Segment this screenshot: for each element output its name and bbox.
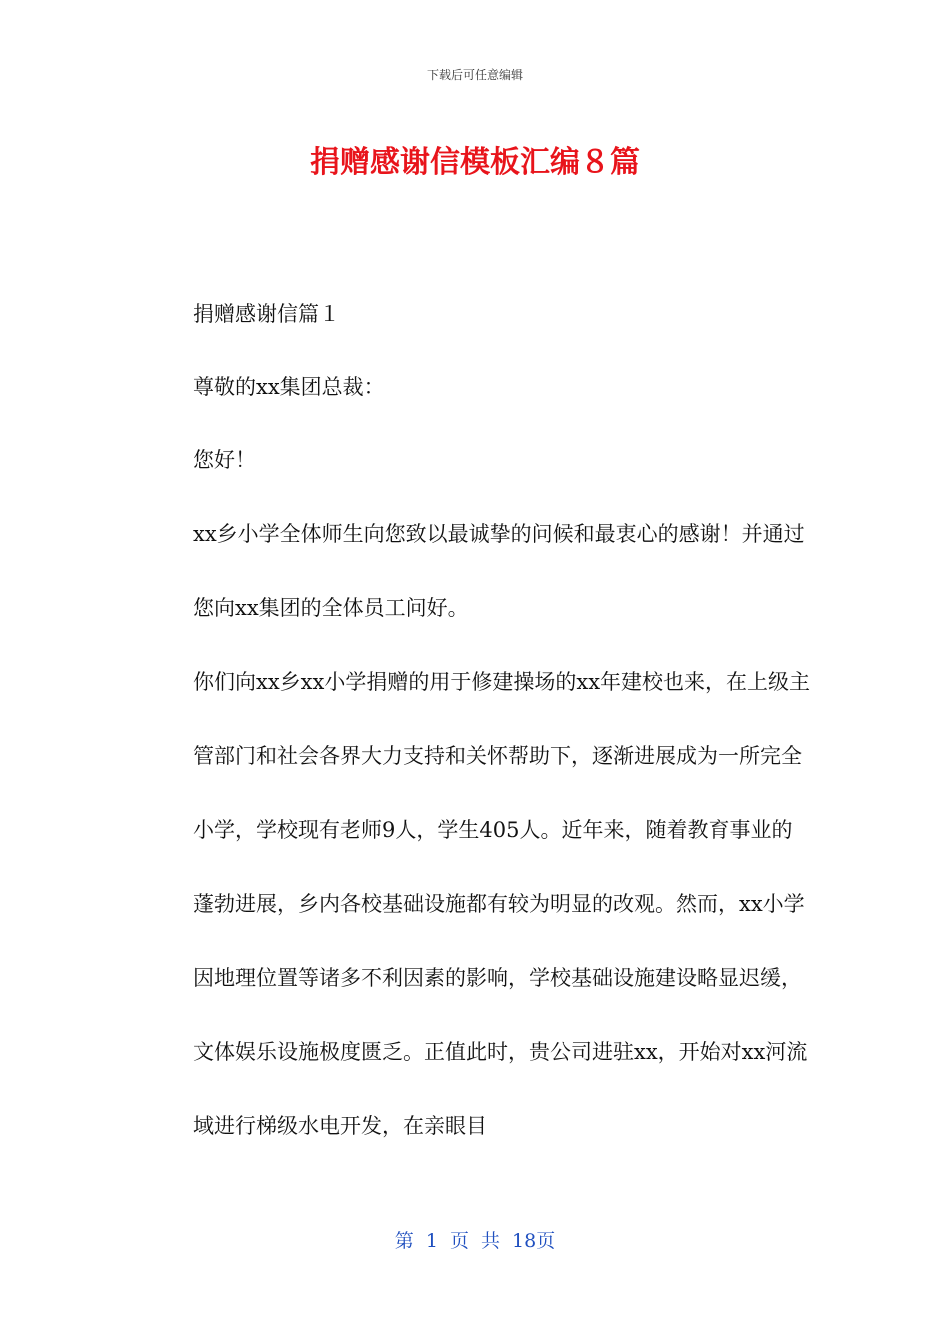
page-indicator: 第 1 页 共 18页	[394, 1230, 556, 1252]
greeting: 您好！	[193, 448, 256, 472]
document-body	[147, 278, 811, 1163]
body-paragraph: xx乡小学全体师生向您致以最诚挚的问候和最衷心的感谢！并通过您向xx集团的全体员工问好。	[193, 522, 805, 620]
document-title: 捐赠感谢信模板汇编８篇	[310, 145, 640, 180]
section-heading: 捐赠感谢信篇１	[193, 302, 340, 326]
body-paragraph: 你们向xx乡xx小学捐赠的用于修建操场的xx年建校也来，在上级主管部门和社会各界大力支持和关怀帮助下，逐渐进展成为一所完全小学，学校现有老师9人，学生405人。近年来，随着教育事业的蓬勃进展，乡内各校基础设施都有较为明显的改观。然而，xx小学因地理位置等诸多不利因素的影响，学校基础设施建设略显迟缓，文体娱乐设施极度匮乏。正值此时，贵公司进驻xx，开始对xx河流域进行梯级水电开发，在亲眼目	[193, 670, 811, 1138]
header-note: 下载后可任意编辑	[426, 68, 523, 82]
salutation: 尊敬的xx集团总裁：	[193, 375, 385, 399]
